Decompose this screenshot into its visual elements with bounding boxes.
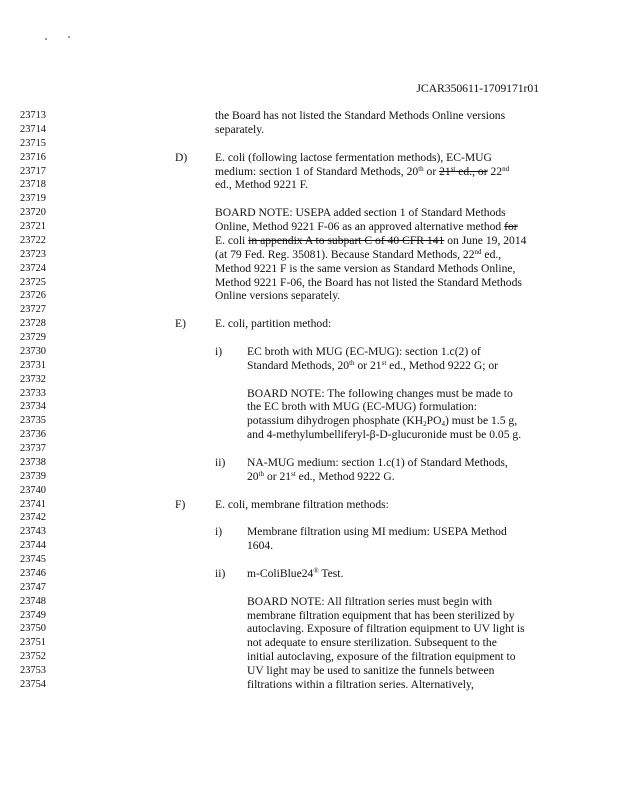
line-text xyxy=(247,387,513,401)
document-line xyxy=(0,581,618,595)
line-text xyxy=(247,414,517,428)
line-text xyxy=(215,165,509,179)
text-segment: Membrane filtration using MI medium: USEPA Method xyxy=(247,525,507,539)
line-number: 23722 xyxy=(20,234,46,246)
text-segment: EC broth with MUG (EC-MUG): section 1.c(2) of xyxy=(247,344,481,358)
line-text xyxy=(247,456,508,470)
text-segment: or xyxy=(423,164,440,178)
text-segment: 1604. xyxy=(247,539,274,553)
document-line xyxy=(0,636,618,650)
document-line xyxy=(0,206,618,220)
line-number: 23754 xyxy=(20,678,46,690)
list-item-label: E) xyxy=(175,317,186,331)
line-text xyxy=(247,400,477,414)
document-line xyxy=(0,553,618,567)
deleted-text: st xyxy=(450,164,456,173)
line-text xyxy=(215,151,492,165)
line-number: 23727 xyxy=(20,304,46,316)
document-line xyxy=(0,442,618,456)
text-segment: Method 9221 F is the same version as Standard Methods Online, xyxy=(215,261,516,275)
text-segment: PO xyxy=(426,414,442,428)
line-number: 23720 xyxy=(20,207,46,219)
text-segment: filtrations within a filtration series. Alternatively, xyxy=(247,677,474,691)
line-text xyxy=(215,317,331,331)
strikethrough xyxy=(504,220,518,233)
line-text xyxy=(247,622,525,636)
text-segment: or 21 xyxy=(354,358,382,372)
document-line xyxy=(0,400,618,414)
list-item-label: F) xyxy=(175,497,186,511)
superscript: ® xyxy=(313,566,319,575)
strikethrough xyxy=(439,165,451,178)
line-text xyxy=(247,567,343,581)
text-segment: (at 79 Fed. Reg. 35081). Because Standard Methods, 22 xyxy=(215,247,475,261)
document-line xyxy=(0,151,618,165)
document-line xyxy=(0,609,618,623)
document-line xyxy=(0,456,618,470)
list-item-label: D) xyxy=(175,150,188,164)
text-segment: ed., Method 9221 F. xyxy=(215,178,309,192)
line-number: 23752 xyxy=(20,651,46,663)
line-number: 23742 xyxy=(20,512,46,524)
line-number: 23723 xyxy=(20,248,46,260)
text-segment: Test. xyxy=(318,566,344,580)
line-number: 23716 xyxy=(20,151,46,163)
text-segment: E. coli (following lactose fermentation methods), EC-MUG xyxy=(215,150,492,164)
line-number: 23748 xyxy=(20,595,46,607)
line-number: 23713 xyxy=(20,110,46,121)
line-text xyxy=(247,609,515,623)
text-segment: NA-MUG medium: section 1.c(1) of Standard Methods, xyxy=(247,455,508,469)
text-segment: 20 xyxy=(247,469,259,483)
superscript: st xyxy=(291,469,296,478)
list-item-label: ii) xyxy=(215,566,226,580)
line-text xyxy=(215,276,522,290)
text-segment: BOARD NOTE: The following changes must be made to xyxy=(247,386,513,400)
document-line xyxy=(0,595,618,609)
line-number: 23738 xyxy=(20,456,46,468)
line-number: 23739 xyxy=(20,470,46,482)
text-segment: BOARD NOTE: All filtration series must begin with xyxy=(247,594,493,608)
text-segment: membrane filtration equipment that has been sterilized by xyxy=(247,608,515,622)
document-line xyxy=(0,414,618,428)
line-number: 23732 xyxy=(20,373,46,385)
text-segment: ed., xyxy=(481,247,502,261)
numbered-lines xyxy=(0,109,618,692)
line-text xyxy=(247,345,481,359)
text-segment: Standard Methods, 20 xyxy=(247,358,350,372)
line-text xyxy=(247,595,492,609)
superscript: nd xyxy=(502,164,510,173)
document-id-header: JCAR350611-1709171r01 xyxy=(416,81,539,95)
line-number: 23750 xyxy=(20,623,46,635)
line-number: 23718 xyxy=(20,179,46,191)
line-number: 23745 xyxy=(20,554,46,565)
superscript: th xyxy=(418,164,424,173)
document-line xyxy=(0,276,618,290)
line-number: 23735 xyxy=(20,415,46,427)
superscript: nd xyxy=(474,247,482,256)
document-line xyxy=(0,650,618,664)
text-segment: separately. xyxy=(215,122,265,136)
line-number: 23751 xyxy=(20,637,46,649)
document-line xyxy=(0,289,618,303)
document-line xyxy=(0,539,618,553)
superscript: st xyxy=(381,358,387,367)
document-line xyxy=(0,387,618,401)
superscript: th xyxy=(349,358,355,367)
deleted-text: for xyxy=(504,220,518,233)
document-line xyxy=(0,664,618,678)
deleted-text: ed., or xyxy=(455,164,488,178)
line-number: 23746 xyxy=(20,567,46,579)
superscript: th xyxy=(258,469,265,478)
document-line xyxy=(0,262,618,276)
text-segment: 22 xyxy=(487,164,503,178)
text-segment: E. coli, membrane filtration methods: xyxy=(215,497,389,511)
line-number: 23726 xyxy=(20,290,46,302)
line-text xyxy=(215,220,518,234)
line-text xyxy=(247,636,497,650)
document-line xyxy=(0,484,618,498)
text-segment: on June 19, 2014 xyxy=(444,233,527,247)
line-number: 23724 xyxy=(20,262,46,274)
text-segment: the EC broth with MUG (EC-MUG) formulation: xyxy=(247,400,477,414)
document-line xyxy=(0,234,618,248)
line-number: 23717 xyxy=(20,165,46,177)
line-text xyxy=(215,123,264,137)
text-segment: not adequate to ensure sterilization. Subsequent to the xyxy=(247,636,497,650)
text-segment: Method 9221 F-06, the Board has not listed the Standard Methods xyxy=(215,275,522,289)
subscript: 4 xyxy=(441,420,445,429)
text-segment: BOARD NOTE: USEPA added section 1 of Standard Methods xyxy=(215,206,506,220)
document-line xyxy=(0,525,618,539)
document-line xyxy=(0,178,618,192)
text-segment: initial autoclaving, exposure of the filtration equipment to xyxy=(247,650,516,664)
text-segment: and 4-methylumbelliferyl-β-D-glucuronide must be 0.05 g. xyxy=(247,428,522,442)
text-segment: UV light may be used to sanitize the funnels between xyxy=(247,664,495,677)
line-number: 23741 xyxy=(20,498,46,510)
document-line xyxy=(0,359,618,373)
line-text xyxy=(215,206,506,220)
line-text xyxy=(215,289,340,303)
line-number: 23753 xyxy=(20,665,46,676)
deleted-text: in appendix A to subpart C of 40 CFR 141 xyxy=(248,233,445,247)
text-segment: medium: section 1 of Standard Methods, 20 xyxy=(215,164,419,178)
text-segment: or 21 xyxy=(264,469,292,483)
line-number: 23730 xyxy=(20,345,46,357)
text-segment: m-ColiBlue24 xyxy=(247,566,314,580)
strikethrough xyxy=(248,234,444,247)
document-line xyxy=(0,248,618,262)
strikethrough xyxy=(455,165,487,178)
line-number: 23728 xyxy=(20,318,46,330)
document-line xyxy=(0,303,618,317)
document-line xyxy=(0,373,618,387)
document-line xyxy=(0,165,618,179)
scan-mark xyxy=(68,36,70,38)
line-number: 23725 xyxy=(20,276,46,288)
subscript: 2 xyxy=(423,420,427,429)
line-text xyxy=(247,664,494,678)
line-number: 23747 xyxy=(20,581,46,593)
document-line xyxy=(0,470,618,484)
document-line xyxy=(0,220,618,234)
text-segment: Online versions separately. xyxy=(215,289,341,303)
document-line xyxy=(0,123,618,137)
line-number: 23737 xyxy=(20,443,46,454)
text-segment: autoclaving. Exposure of filtration equipment to UV light is xyxy=(247,622,525,636)
text-segment: potassium dihydrogen phosphate (KH xyxy=(247,414,424,428)
text-segment: ed., Method 9222 G. xyxy=(295,469,395,483)
text-segment: ) must be 1.5 g, xyxy=(444,414,518,428)
text-segment: E. coli, partition method: xyxy=(215,317,332,331)
line-number: 23719 xyxy=(20,193,46,205)
line-number: 23743 xyxy=(20,526,46,538)
line-text xyxy=(215,178,308,192)
line-number: 23721 xyxy=(20,221,46,232)
line-number: 23736 xyxy=(20,429,46,441)
line-number: 23749 xyxy=(20,609,46,621)
document-line xyxy=(0,331,618,345)
list-item-label: i) xyxy=(215,525,223,539)
document-line xyxy=(0,192,618,206)
line-number: 23734 xyxy=(20,401,46,413)
document-line xyxy=(0,567,618,581)
line-number: 23715 xyxy=(20,137,46,149)
line-text xyxy=(247,539,273,553)
line-text xyxy=(247,359,498,373)
line-text xyxy=(247,650,516,664)
line-text xyxy=(247,428,521,442)
line-number: 23733 xyxy=(20,387,46,399)
text-segment: Online, Method 9221 F-06 as an approved alternative method xyxy=(215,220,505,233)
line-number: 23731 xyxy=(20,359,46,371)
line-text xyxy=(215,109,505,123)
line-number: 23740 xyxy=(20,484,46,496)
document-line xyxy=(0,317,618,331)
line-text xyxy=(247,678,474,692)
text-segment: E. coli xyxy=(215,233,249,247)
list-item-label: ii) xyxy=(215,455,226,469)
text-segment: the Board has not listed the Standard Methods Online versions xyxy=(215,109,506,122)
document-line xyxy=(0,137,618,151)
document-line xyxy=(0,511,618,525)
line-text xyxy=(215,498,389,512)
line-text xyxy=(215,248,501,262)
deleted-text: 21 xyxy=(439,164,451,178)
text-segment: ed., Method 9222 G; or xyxy=(386,358,499,372)
scan-mark xyxy=(45,38,47,40)
line-number: 23714 xyxy=(20,123,46,135)
line-number: 23744 xyxy=(20,540,46,552)
document-line xyxy=(0,345,618,359)
line-text xyxy=(215,262,515,276)
line-text xyxy=(247,525,507,539)
line-text xyxy=(247,470,395,484)
document-line xyxy=(0,428,618,442)
line-text xyxy=(215,234,526,248)
document-line xyxy=(0,622,618,636)
list-item-label: i) xyxy=(215,344,223,358)
line-number: 23729 xyxy=(20,332,46,343)
document-line xyxy=(0,109,618,123)
document-line xyxy=(0,498,618,512)
document-line xyxy=(0,678,618,692)
